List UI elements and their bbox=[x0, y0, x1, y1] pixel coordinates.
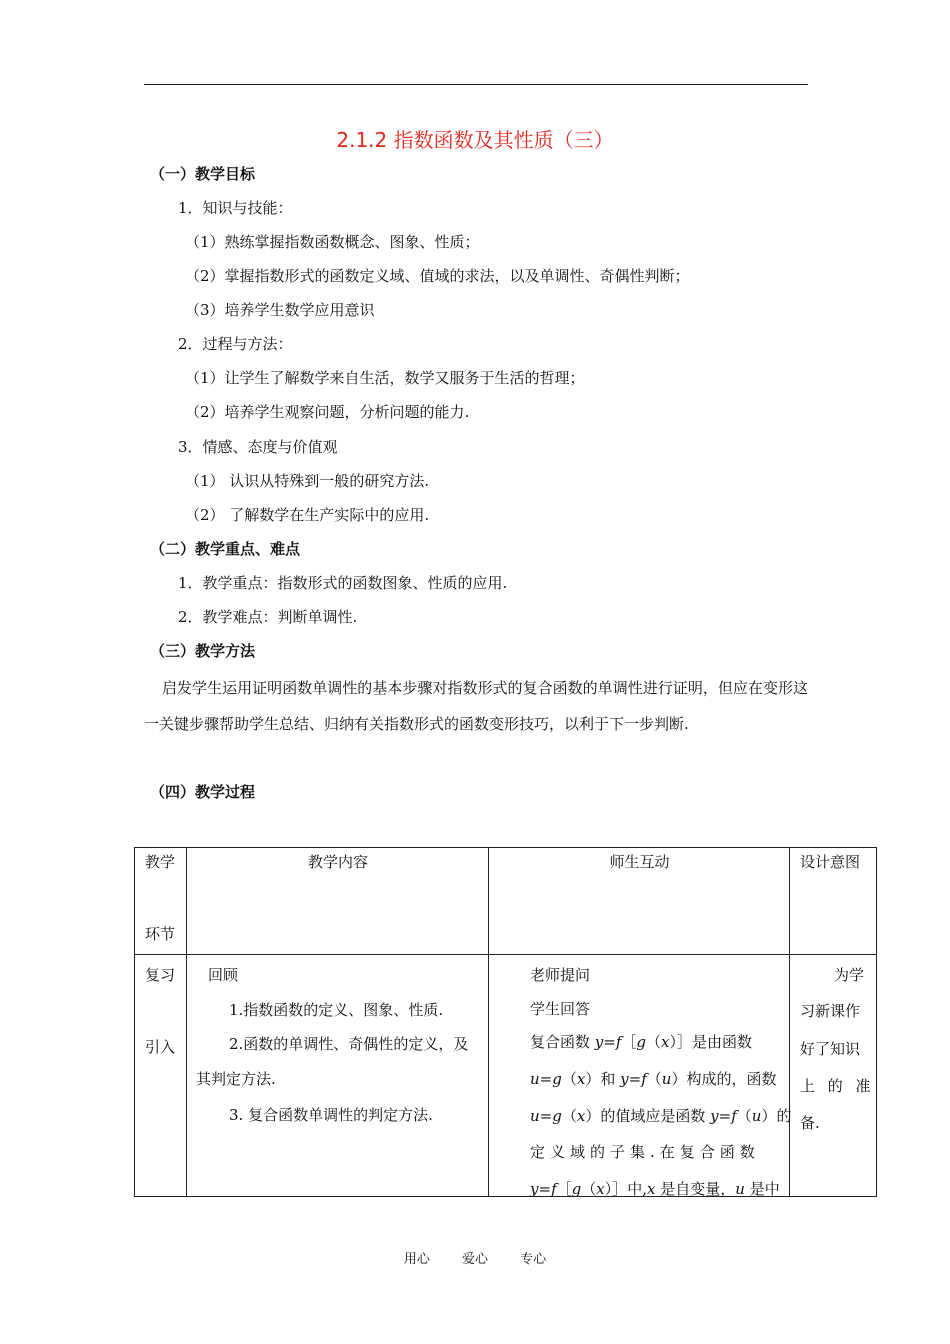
footer-word: 爱心 bbox=[461, 1252, 488, 1267]
intent-line: 好了知识 bbox=[800, 1040, 861, 1058]
section-heading-keypoints: （二）教学重点、难点 bbox=[150, 540, 301, 558]
header-interaction-label: 师生互动 bbox=[609, 853, 670, 871]
table-header-row bbox=[135, 848, 877, 955]
objective-3b: （2） 了解数学在生产实际中的应用. bbox=[185, 506, 430, 524]
intent-line: 习新课作 bbox=[800, 1002, 861, 1020]
interaction-line: 老师提问 bbox=[530, 966, 591, 984]
footer-word: 专心 bbox=[520, 1252, 547, 1267]
objective-1a: （1）熟练掌握指数函数概念、图象、性质； bbox=[185, 233, 480, 251]
table-row bbox=[135, 955, 877, 1197]
row-content bbox=[187, 955, 489, 1197]
section-heading-method: （三）教学方法 bbox=[150, 642, 256, 660]
interaction-line: u=g（x）的值域应是函数 y=f（u）的 bbox=[530, 1107, 792, 1125]
interaction-line: y=f［g（x）］中,x 是自变量，u 是中 bbox=[530, 1180, 780, 1198]
page-footer bbox=[0, 1248, 950, 1267]
objective-1-heading: 1．知识与技能： bbox=[178, 199, 293, 217]
intent-line: 上 的 准 bbox=[800, 1077, 875, 1095]
row-stage-top: 复习 bbox=[145, 966, 176, 984]
header-content bbox=[187, 848, 489, 955]
objective-2-heading: 2．过程与方法： bbox=[178, 335, 293, 353]
objective-3-heading: 3．情感、态度与价值观 bbox=[178, 438, 338, 456]
content-line: 回顾 bbox=[208, 966, 239, 984]
content-line: 3. 复合函数单调性的判定方法. bbox=[229, 1106, 433, 1124]
objective-1c: （3）培养学生数学应用意识 bbox=[185, 301, 375, 319]
content-line: 1.指数函数的定义、图象、性质. bbox=[229, 1001, 444, 1019]
keypoint-1: 1．教学重点：指数形式的函数图象、性质的应用. bbox=[178, 574, 508, 592]
section-heading-process: （四）教学过程 bbox=[150, 783, 256, 801]
interaction-line: 复合函数 y=f［g（x）］是由函数 bbox=[530, 1033, 753, 1051]
intent-line: 备. bbox=[800, 1114, 820, 1132]
header-intent-label: 设计意图 bbox=[800, 853, 861, 871]
footer-word: 用心 bbox=[403, 1252, 430, 1267]
header-content-label: 教学内容 bbox=[307, 853, 368, 871]
objective-2b: （2）培养学生观察问题，分析问题的能力. bbox=[185, 403, 470, 421]
interaction-line: 学生回答 bbox=[530, 1000, 591, 1018]
objective-2a: （1）让学生了解数学来自生活，数学又服务于生活的哲理； bbox=[185, 369, 585, 387]
content-line: 2.函数的单调性、奇偶性的定义，及 bbox=[229, 1035, 469, 1053]
teaching-process-table bbox=[134, 847, 877, 1197]
header-interaction bbox=[489, 848, 790, 955]
section-heading-objectives: （一）教学目标 bbox=[150, 165, 256, 183]
interaction-line: 定义域的子集.在复合函数 bbox=[530, 1143, 760, 1161]
header-stage-top: 教学 bbox=[145, 853, 176, 871]
method-paragraph: 启发学生运用证明函数单调性的基本步骤对指数形式的复合函数的单调性进行证明，但应在变形这一关键步骤帮助学生总结、归纳有关指数形式的函数变形技巧，以利于下一步判断. bbox=[144, 679, 808, 733]
document-title: 2.1.2 指数函数及其性质（三） bbox=[336, 128, 614, 152]
keypoint-2: 2．教学难点：判断单调性. bbox=[178, 608, 358, 626]
objective-3a: （1） 认识从特殊到一般的研究方法. bbox=[185, 472, 430, 490]
header-stage-bottom: 环节 bbox=[145, 925, 176, 943]
objective-1b: （2）掌握指数形式的函数定义域、值域的求法，以及单调性、奇偶性判断； bbox=[185, 267, 690, 285]
header-stage bbox=[135, 848, 187, 955]
row-interaction bbox=[489, 955, 790, 1197]
row-stage-bottom: 引入 bbox=[145, 1038, 176, 1056]
intent-line: 为学 bbox=[834, 966, 865, 984]
row-intent bbox=[790, 955, 877, 1197]
row-stage bbox=[135, 955, 187, 1197]
header-rule bbox=[144, 84, 808, 85]
content-line: 其判定方法. bbox=[196, 1070, 276, 1088]
interaction-line: u=g（x）和 y=f（u）构成的，函数 bbox=[530, 1070, 777, 1088]
header-intent bbox=[790, 848, 877, 955]
